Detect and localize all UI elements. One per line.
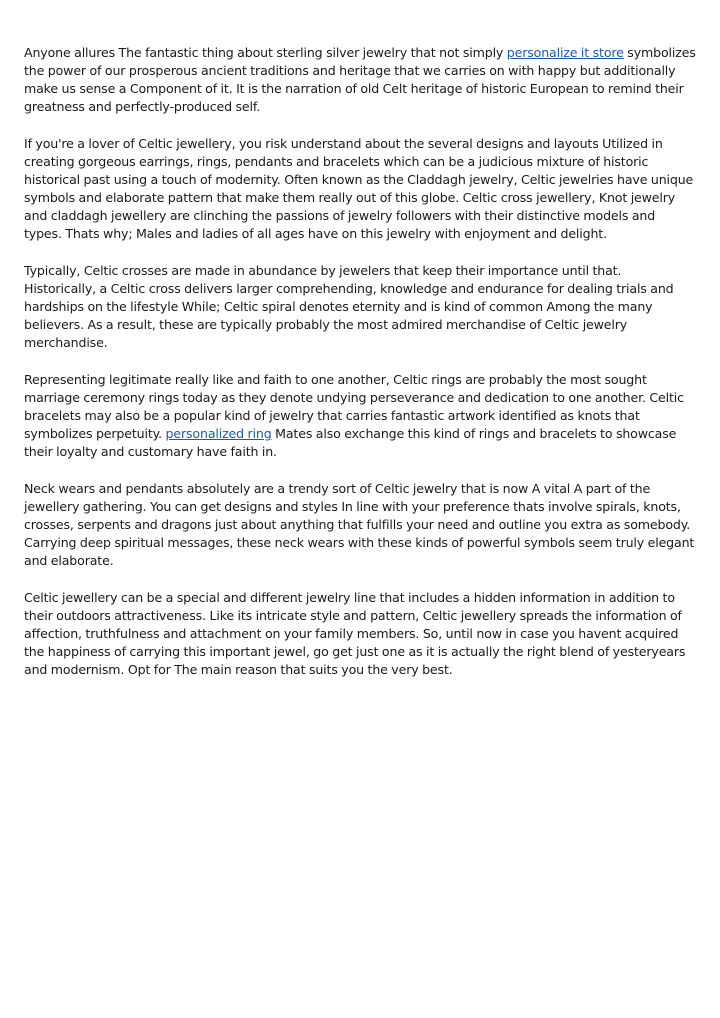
paragraph-4-text-start: Representing legitimate really like and faith to one another, Celtic rings are probably the most sought marriage ceremony rings today as they denote undying perseverance and dedication to one another. Celtic bracelets may also be a popular kind of jewelry that carries fantastic artwork identified as knots that symbolizes perpetuity.	[24, 371, 684, 442]
paragraph-2: If you're a lover of Celtic jewellery, you risk understand about the several designs and layouts Utilized in creating gorgeous earrings, rings, pendants and bracelets which can be a judicious mixture of historic historical past using a touch of modernity. Often known as the Claddagh jewelry, Celtic jewelries have unique symbols and elaborate pattern that make them really out of this globe. Celtic cross jewellery, Knot jewelry and claddagh jewellery are clinching the passions of jewelry followers with their distinctive models and types. Thats why; Males and ladies of all ages have on this jewelry with enjoyment and delight.	[24, 135, 694, 242]
paragraph-5: Neck wears and pendants absolutely are a trendy sort of Celtic jewelry that is now A vital A part of the jewellery gathering. You can get designs and styles In line with your preference thats involve spirals, knots, crosses, serpents and dragons just about anything that fulfills your need and outline you extra as somebody. Carrying deep spiritual messages, these neck wears with these kinds of powerful symbols seem truly elegant and elaborate.	[24, 480, 695, 569]
paragraph-4-text-end: Mates also exchange this kind of rings and bracelets to showcase their loyalty and customary have faith in.	[24, 426, 677, 460]
paragraph-3: Typically, Celtic crosses are made in abundance by jewelers that keep their importance until that. Historically, a Celtic cross delivers larger comprehending, knowledge and endurance for dealing trials and hardships on the lifestyle While; Celtic spiral denotes eternity and is kind of common Among the many believers. As a result, these are typically probably the most admired merchandise of Celtic jewelry merchandise.	[24, 262, 674, 351]
article-body	[24, 44, 696, 698]
personalize-it-store-link[interactable]: personalize it store	[506, 45, 624, 60]
paragraph-1	[24, 44, 696, 116]
paragraph-4	[24, 371, 696, 461]
personalized-ring-link[interactable]: personalized ring	[165, 426, 272, 442]
paragraph-1-text-end: symbolizes the power of our prosperous ancient traditions and heritage that we carries on with happy but additionally make us sense a Component of it. It is the narration of old Celt heritage of historic European to remind their greatness and perfectly-produced self.	[24, 45, 696, 115]
paragraph-6: Celtic jewellery can be a special and different jewelry line that includes a hidden information in addition to their outdoors attractiveness. Like its intricate style and pattern, Celtic jewellery spreads the information of affection, truthfulness and attachment on your family members. So, until now in case you havent acquired the happiness of carrying this important jewel, go get just one as it is actually the right blend of yesteryears and modernism. Opt for The main reason that suits you the very best.	[24, 589, 686, 678]
paragraph-1-text-start: Anyone allures The fantastic thing about sterling silver jewelry that not simply	[24, 45, 507, 60]
